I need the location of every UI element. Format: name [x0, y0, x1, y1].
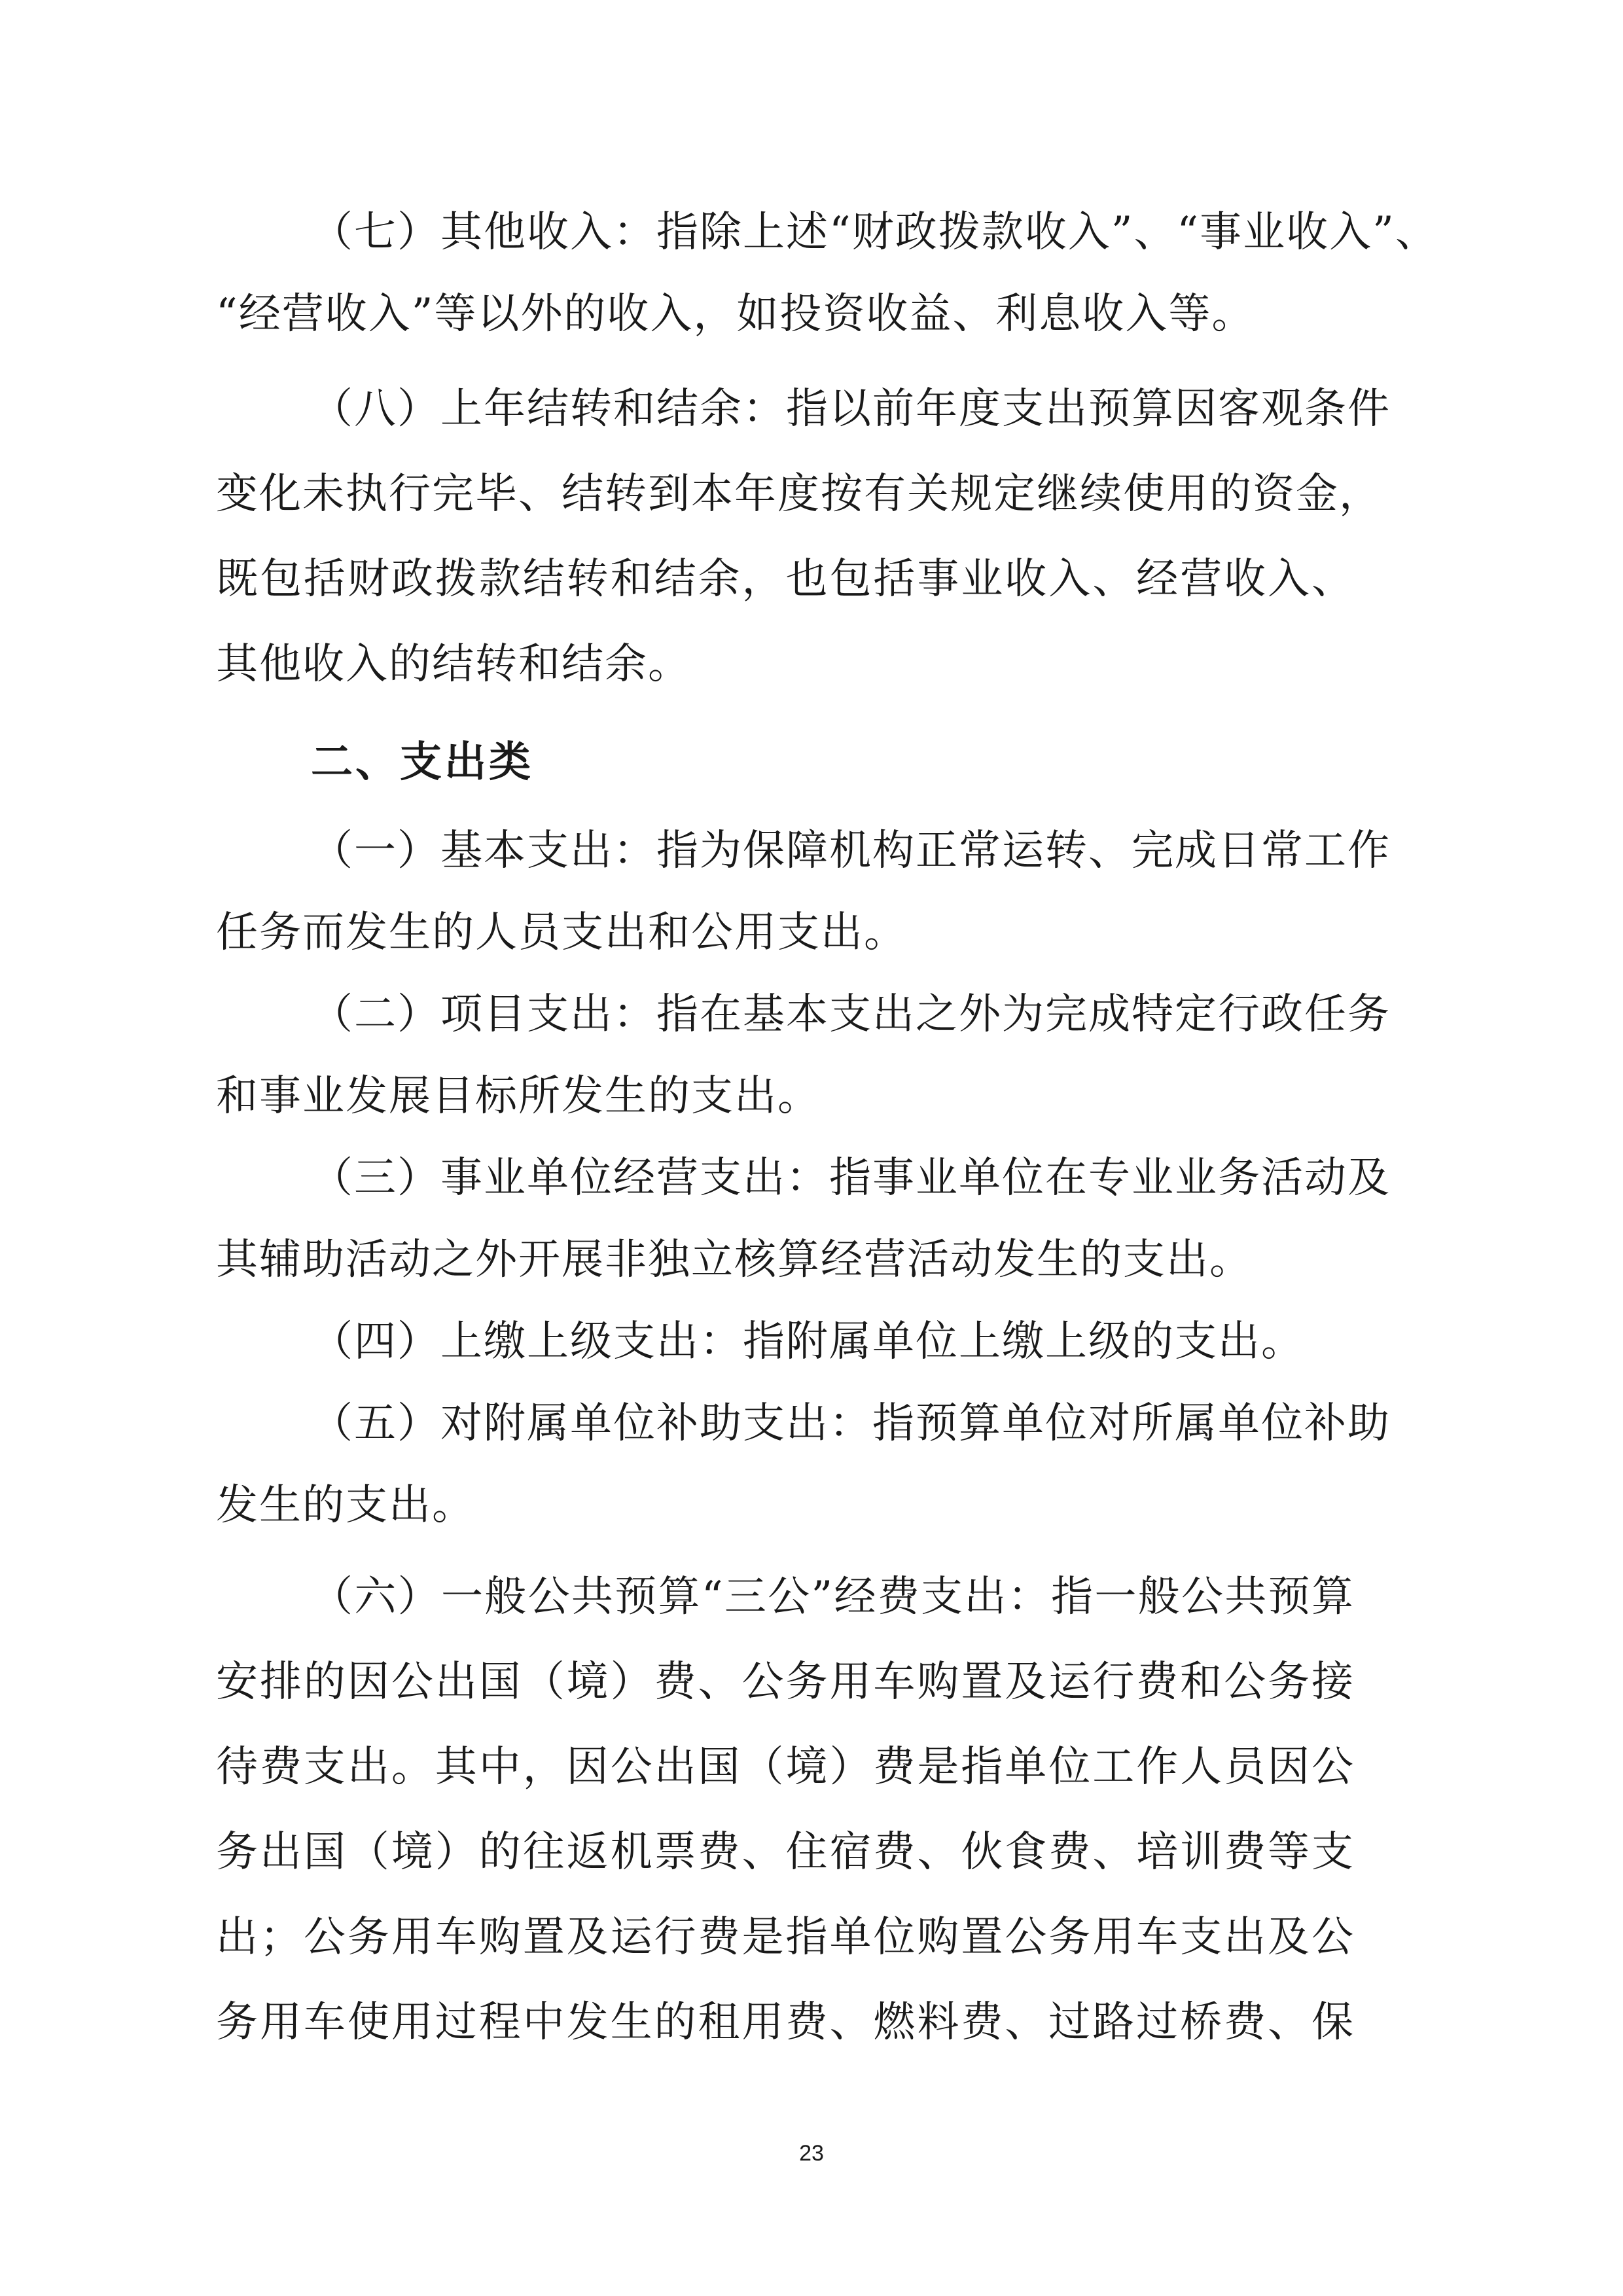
- paragraph-line: （四）上缴上级支出：指附属单位上缴上级的支出。: [311, 1318, 1304, 1366]
- paragraph-line: 其辅助活动之外开展非独立核算经营活动发生的支出。: [216, 1236, 1253, 1284]
- paragraph-line: 其他收入的结转和结余。: [216, 640, 691, 689]
- paragraph-line: （二）项目支出：指在基本支出之外为完成特定行政任务: [311, 990, 1391, 1039]
- paragraph-line: （一）基本支出：指为保障机构正常运转、完成日常工作: [311, 827, 1391, 875]
- paragraph-line: 待费支出。其中，因公出国（境）费是指单位工作人员因公: [216, 1743, 1355, 1791]
- paragraph-line: （八）上年结转和结余：指以前年度支出预算因客观条件: [311, 385, 1391, 433]
- paragraph-line: 务出国（境）的往返机票费、住宿费、伙食费、培训费等支: [216, 1828, 1355, 1876]
- paragraph-line: （五）对附属单位补助支出：指预算单位对所属单位补助: [311, 1399, 1391, 1448]
- paragraph-line: 和事业发展目标所发生的支出。: [216, 1072, 821, 1121]
- paragraph-line: 既包括财政拨款结转和结余，也包括事业收入、经营收入、: [216, 555, 1355, 603]
- paragraph-line: “经营收入”等以外的收入，如投资收益、利息收入等。: [216, 290, 1255, 338]
- paragraph-line: 出；公务用车购置及运行费是指单位购置公务用车支出及公: [216, 1913, 1355, 1962]
- paragraph-line: （六）一般公共预算“三公”经费支出：指一般公共预算: [311, 1573, 1355, 1621]
- paragraph-line: 发生的支出。: [216, 1481, 475, 1530]
- paragraph-line: 变化未执行完毕、结转到本年度按有关规定继续使用的资金，: [216, 470, 1382, 518]
- paragraph-line: （七）其他收入：指除上述“财政拨款收入”、“事业收入”、: [311, 208, 1438, 257]
- paragraph-line: 务用车使用过程中发生的租用费、燃料费、过路过桥费、保: [216, 1998, 1355, 2047]
- section-heading: 二、支出类: [311, 738, 533, 787]
- paragraph-line: 安排的因公出国（境）费、公务用车购置及运行费和公务接: [216, 1658, 1355, 1706]
- paragraph-line: （三）事业单位经营支出：指事业单位在专业业务活动及: [311, 1154, 1391, 1202]
- paragraph-line: 任务而发生的人员支出和公用支出。: [216, 908, 907, 957]
- page-number: 23: [799, 2141, 824, 2166]
